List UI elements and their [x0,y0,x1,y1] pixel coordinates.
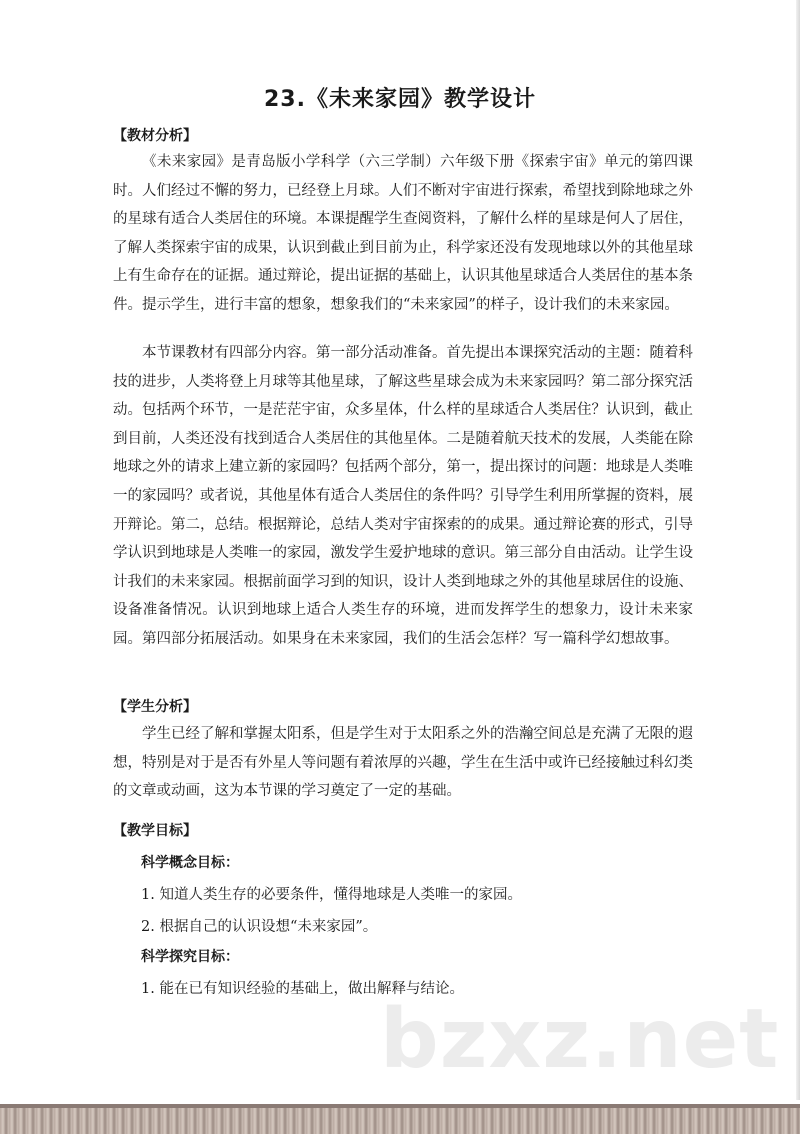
material-paragraph-2: 本节课教材有四部分内容。第一部分活动准备。首先提出本课探究活动的主题：随着科技的进步，人类将登上月球等其他星球，了解这些星球会成为未来家园吗？第二部分探究活动。包括两个环节，一是茫茫宇宙，众多星体，什么样的星球适合人类居住？认识到，截止到目前，人类还没有找到适合人类居住的其他星体。二是随着航天技术的发展，人类能在除地球之外的请求上建立新的家园吗？包括两个部分，第一，提出探讨的问题：地球是人类唯一的家园吗？或者说，其他星体有适合人类居住的条件吗？引导学生利用所掌握的资料，展开辩论。第二，总结。根据辩论，总结人类对宇宙探索的的成果。通过辩论赛的形式，引导学认识到地球是人类唯一的家园，激发学生爱护地球的意识。第三部分自由活动。让学生设计我们的未来家园。根据前面学习到的知识，设计人类到地球之外的其他星球居住的设施、设备准备情况。认识到地球上适合人类生存的环境，进而发挥学生的想象力，设计未来家园。第四部分拓展活动。如果身在未来家园，我们的生活会怎样？写一篇科学幻想故事。 [113,345,693,647]
inquiry-goal-item: 1. 能在已有知识经验的基础上，做出解释与结论。 [141,981,464,997]
watermark: bzxz.net [380,992,780,1087]
section-heading-material: 【教材分析】 [113,128,197,144]
concept-goal-item: 2. 根据自己的认识设想“未来家园”。 [141,919,378,935]
material-paragraph-1: 《未来家园》是青岛版小学科学（六三学制）六年级下册《探索宇宙》单元的第四课时。人们经过不懈的努力，已经登上月球。人们不断对宇宙进行探索，希望找到除地球之外的星球有适合人类居住的环境。本课提醒学生查阅资料，了解什么样的星球是何人了居住，了解人类探索宇宙的成果，认识到截止到目前为止，科学家还没有发现地球以外的其他星球上有生命存在的证据。通过辩论，提出证据的基础上，认识其他星球适合人类居住的基本条件。提示学生，进行丰富的想象，想象我们的“未来家园”的样子，设计我们的未来家园。 [113,154,693,313]
student-paragraph-1: 学生已经了解和掌握太阳系，但是学生对于太阳系之外的浩瀚空间总是充满了无限的遐想，特别是对于是否有外星人等问题有着浓厚的兴趣，学生在生活中或许已经接触过科幻类的文章或动画，这为本节课的学习奠定了一定的基础。 [113,726,693,800]
bottom-border-strip [0,1104,800,1134]
section-heading-student: 【学生分析】 [113,699,197,715]
concept-goal-heading: 科学概念目标： [141,855,239,871]
inquiry-goal-heading: 科学探究目标： [141,949,239,965]
section-heading-goals: 【教学目标】 [113,823,197,839]
page-edge [796,0,800,1100]
document-title: 23.《未来家园》教学设计 [264,87,536,112]
concept-goal-item: 1. 知道人类生存的必要条件，懂得地球是人类唯一的家园。 [141,887,522,903]
